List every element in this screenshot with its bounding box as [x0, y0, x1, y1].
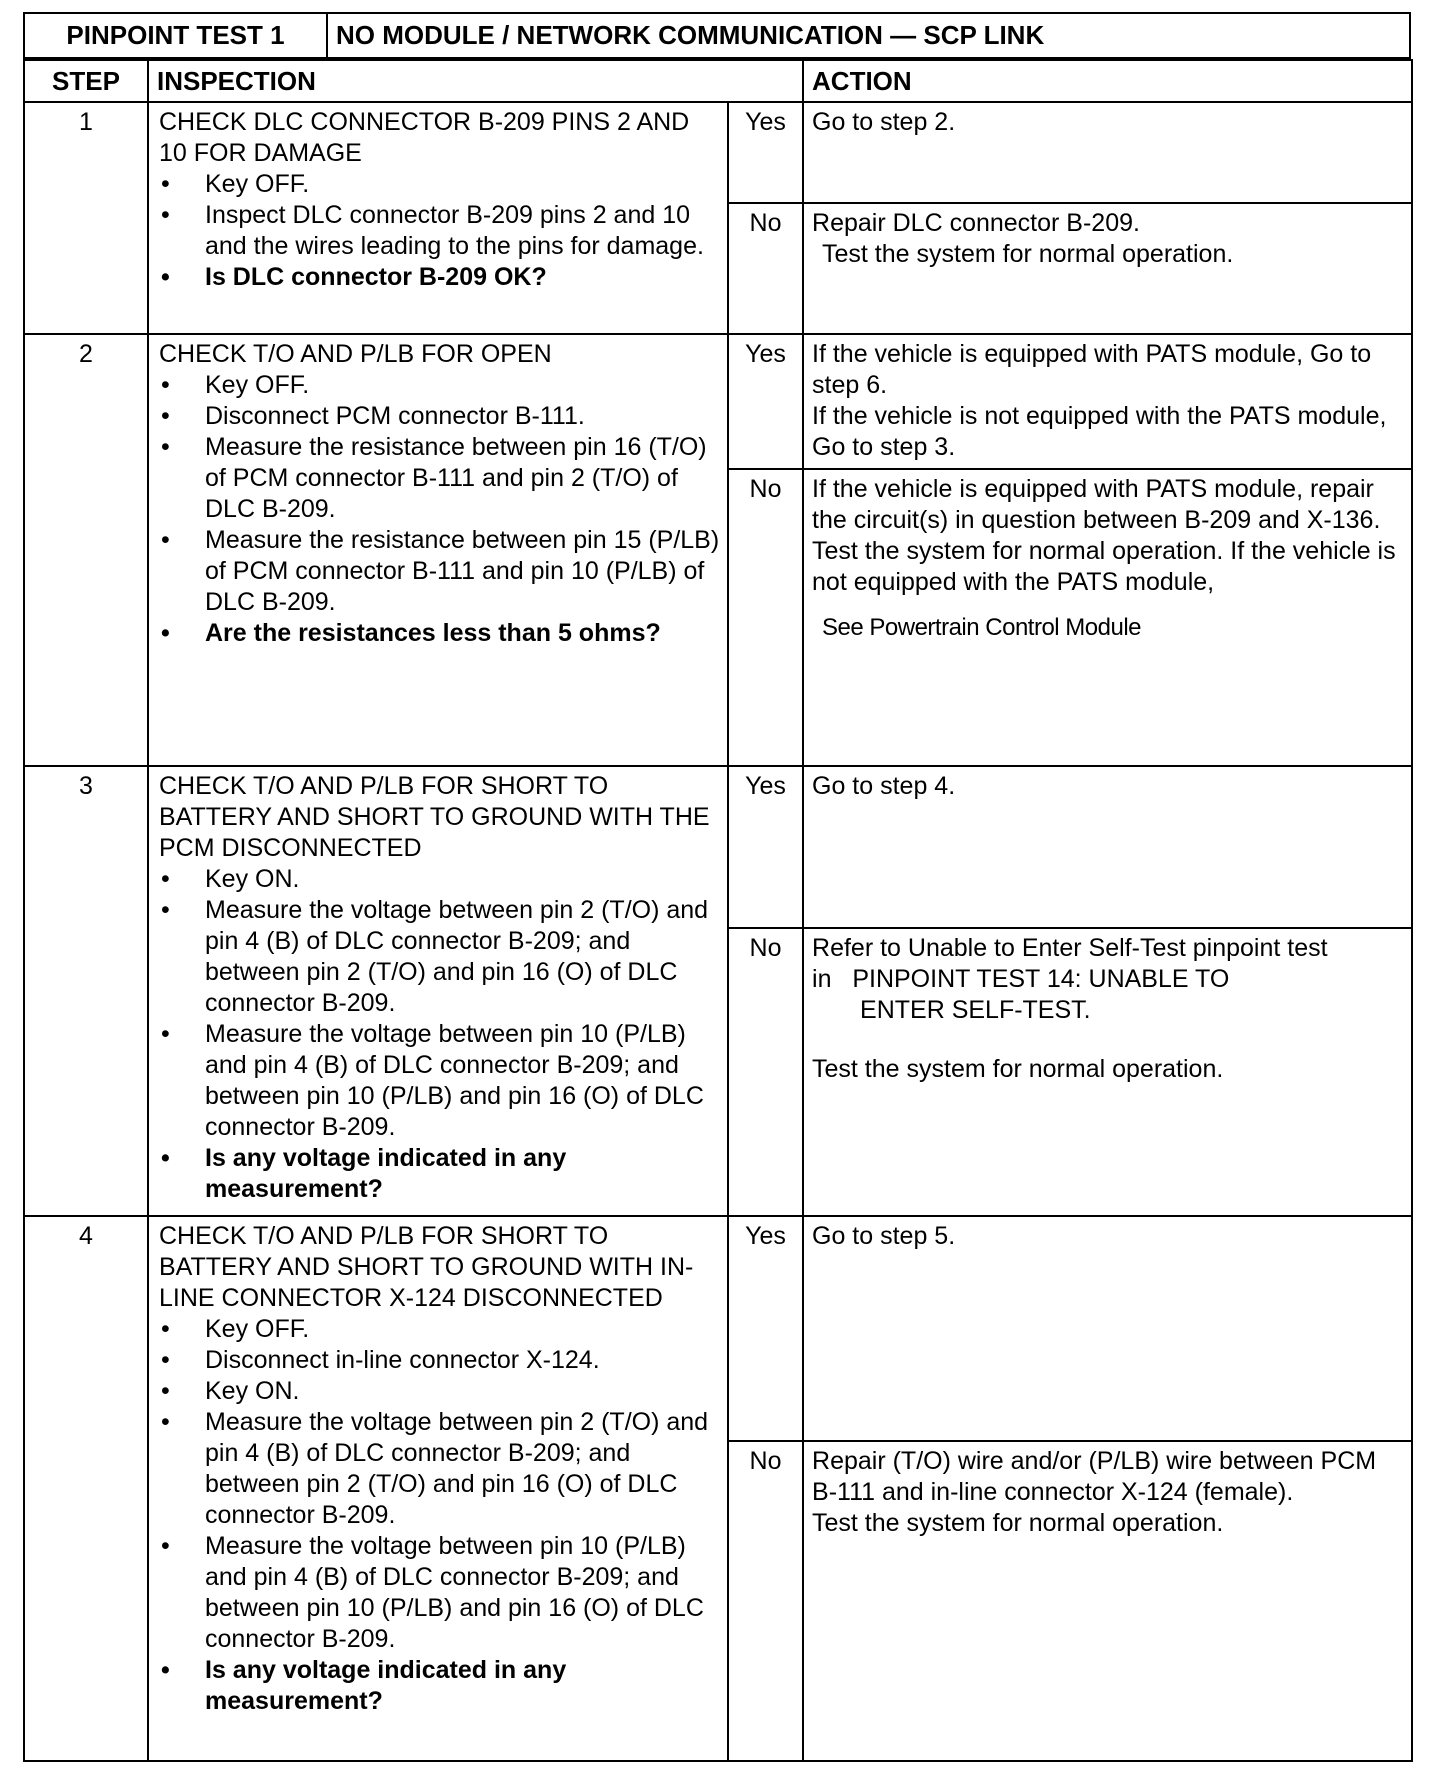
list-item: • Measure the voltage between pin 10 (P/LB) and pin 4 (B) of DLC connector B-209; and between pin 10 (P/LB) and pin 16 (O) of DLC connector B-209.	[159, 1531, 721, 1655]
test-name: NO MODULE / NETWORK COMMUNICATION — SCP LINK	[327, 13, 1410, 58]
no-label: No	[728, 469, 803, 766]
yes-action: Go to step 2.	[803, 102, 1412, 203]
pinpoint-reference-link[interactable]	[812, 964, 1403, 995]
yes-label: Yes	[728, 1216, 803, 1441]
question: • Is any voltage indicated in any measurement?	[159, 1143, 721, 1205]
list-item: • Disconnect PCM connector B-111.	[159, 401, 721, 432]
yes-label: Yes	[728, 102, 803, 203]
step-inspection	[148, 334, 728, 766]
no-action-line: Test the system for normal operation.	[812, 1509, 1224, 1537]
bullet-list	[159, 169, 721, 293]
yes-action-line: If the vehicle is not equipped with the PATS module, Go to step 3.	[812, 402, 1387, 461]
list-item: • Key ON.	[159, 864, 721, 895]
bullet-list	[159, 370, 721, 649]
question: • Is DLC connector B-209 OK?	[159, 262, 721, 293]
step-2-yes-row	[24, 334, 1412, 469]
check-title: CHECK DLC CONNECTOR B-209 PINS 2 AND 10 FOR DAMAGE	[159, 108, 690, 167]
list-item: • Key OFF.	[159, 370, 721, 401]
no-action	[803, 928, 1412, 1216]
step-4-yes-row	[24, 1216, 1412, 1441]
step-3-yes-row	[24, 766, 1412, 928]
pinpoint-test-document	[23, 12, 1411, 1762]
see-reference-link[interactable]: See Powertrain Control Module	[822, 614, 1142, 641]
yes-label: Yes	[728, 334, 803, 469]
question: • Are the resistances less than 5 ohms?	[159, 618, 721, 649]
no-action-line: Test the system for normal operation.	[822, 240, 1234, 268]
list-item: • Inspect DLC connector B-209 pins 2 and 10 and the wires leading to the pins for damage.	[159, 200, 721, 262]
title-table	[23, 12, 1411, 59]
bullet-list	[159, 864, 721, 1205]
yes-action: Go to step 5.	[803, 1216, 1412, 1441]
step-number: 1	[24, 102, 148, 334]
list-item: • Measure the voltage between pin 2 (T/O) and pin 4 (B) of DLC connector B-209; and between pin 2 (T/O) and pin 16 (O) of DLC connector B-209.	[159, 1407, 721, 1531]
inspection-header: INSPECTION	[148, 60, 803, 102]
no-action	[803, 469, 1412, 766]
question: • Is any voltage indicated in any measurement?	[159, 1655, 721, 1717]
no-action-line: Repair DLC connector B-209.	[812, 209, 1140, 237]
no-action-line: PINPOINT TEST 14: UNABLE TO	[852, 965, 1230, 993]
no-action-line: Repair (T/O) wire and/or (P/LB) wire between PCM B-111 and in-line connector X-124 (female).	[812, 1447, 1377, 1506]
step-number: 2	[24, 334, 148, 766]
step-number: 3	[24, 766, 148, 1216]
list-item: • Disconnect in-line connector X-124.	[159, 1345, 721, 1376]
list-item: • Measure the voltage between pin 10 (P/LB) and pin 4 (B) of DLC connector B-209; and between pin 10 (P/LB) and pin 16 (O) of DLC connector B-209.	[159, 1019, 721, 1143]
no-action-line: ENTER SELF-TEST.	[860, 996, 1091, 1024]
no-action	[803, 203, 1412, 334]
no-label: No	[728, 928, 803, 1216]
no-action-line: If the vehicle is equipped with PATS module, repair the circuit(s) in question between B-209 and X-136. Test the system for normal operation. If the vehicle is not equipped with the PATS module,	[812, 475, 1396, 596]
pinpoint-table	[23, 59, 1413, 1762]
yes-action: Go to step 4.	[803, 766, 1412, 928]
title-row	[24, 13, 1410, 58]
list-item: • Measure the voltage between pin 2 (T/O) and pin 4 (B) of DLC connector B-209; and between pin 2 (T/O) and pin 16 (O) of DLC connector B-209.	[159, 895, 721, 1019]
no-label: No	[728, 203, 803, 334]
list-item: • Key OFF.	[159, 169, 721, 200]
check-title: CHECK T/O AND P/LB FOR OPEN	[159, 340, 552, 368]
check-title: CHECK T/O AND P/LB FOR SHORT TO BATTERY AND SHORT TO GROUND WITH IN-LINE CONNECTOR X-124 DISCONNECTED	[159, 1222, 694, 1312]
step-inspection	[148, 766, 728, 1216]
no-action-line: Test the system for normal operation.	[812, 1055, 1224, 1083]
list-item: • Key OFF.	[159, 1314, 721, 1345]
check-title: CHECK T/O AND P/LB FOR SHORT TO BATTERY AND SHORT TO GROUND WITH THE PCM DISCONNECTED	[159, 772, 710, 862]
yes-action	[803, 334, 1412, 469]
yes-action-line: If the vehicle is equipped with PATS module, Go to step 6.	[812, 340, 1372, 399]
list-item: • Key ON.	[159, 1376, 721, 1407]
no-action	[803, 1441, 1412, 1761]
step-number: 4	[24, 1216, 148, 1761]
no-action-in: in	[812, 965, 832, 993]
step-inspection	[148, 102, 728, 334]
header-row	[24, 60, 1412, 102]
list-item: • Measure the resistance between pin 16 (T/O) of PCM connector B-111 and pin 2 (T/O) of DLC B-209.	[159, 432, 721, 525]
step-header: STEP	[24, 60, 148, 102]
no-action-line: Refer to Unable to Enter Self-Test pinpoint test	[812, 934, 1328, 962]
step-inspection	[148, 1216, 728, 1761]
no-label: No	[728, 1441, 803, 1761]
bullet-list	[159, 1314, 721, 1717]
list-item: • Measure the resistance between pin 15 (P/LB) of PCM connector B-111 and pin 10 (P/LB) of DLC B-209.	[159, 525, 721, 618]
yes-label: Yes	[728, 766, 803, 928]
action-header: ACTION	[803, 60, 1412, 102]
test-id: PINPOINT TEST 1	[24, 13, 327, 58]
step-1-yes-row	[24, 102, 1412, 203]
